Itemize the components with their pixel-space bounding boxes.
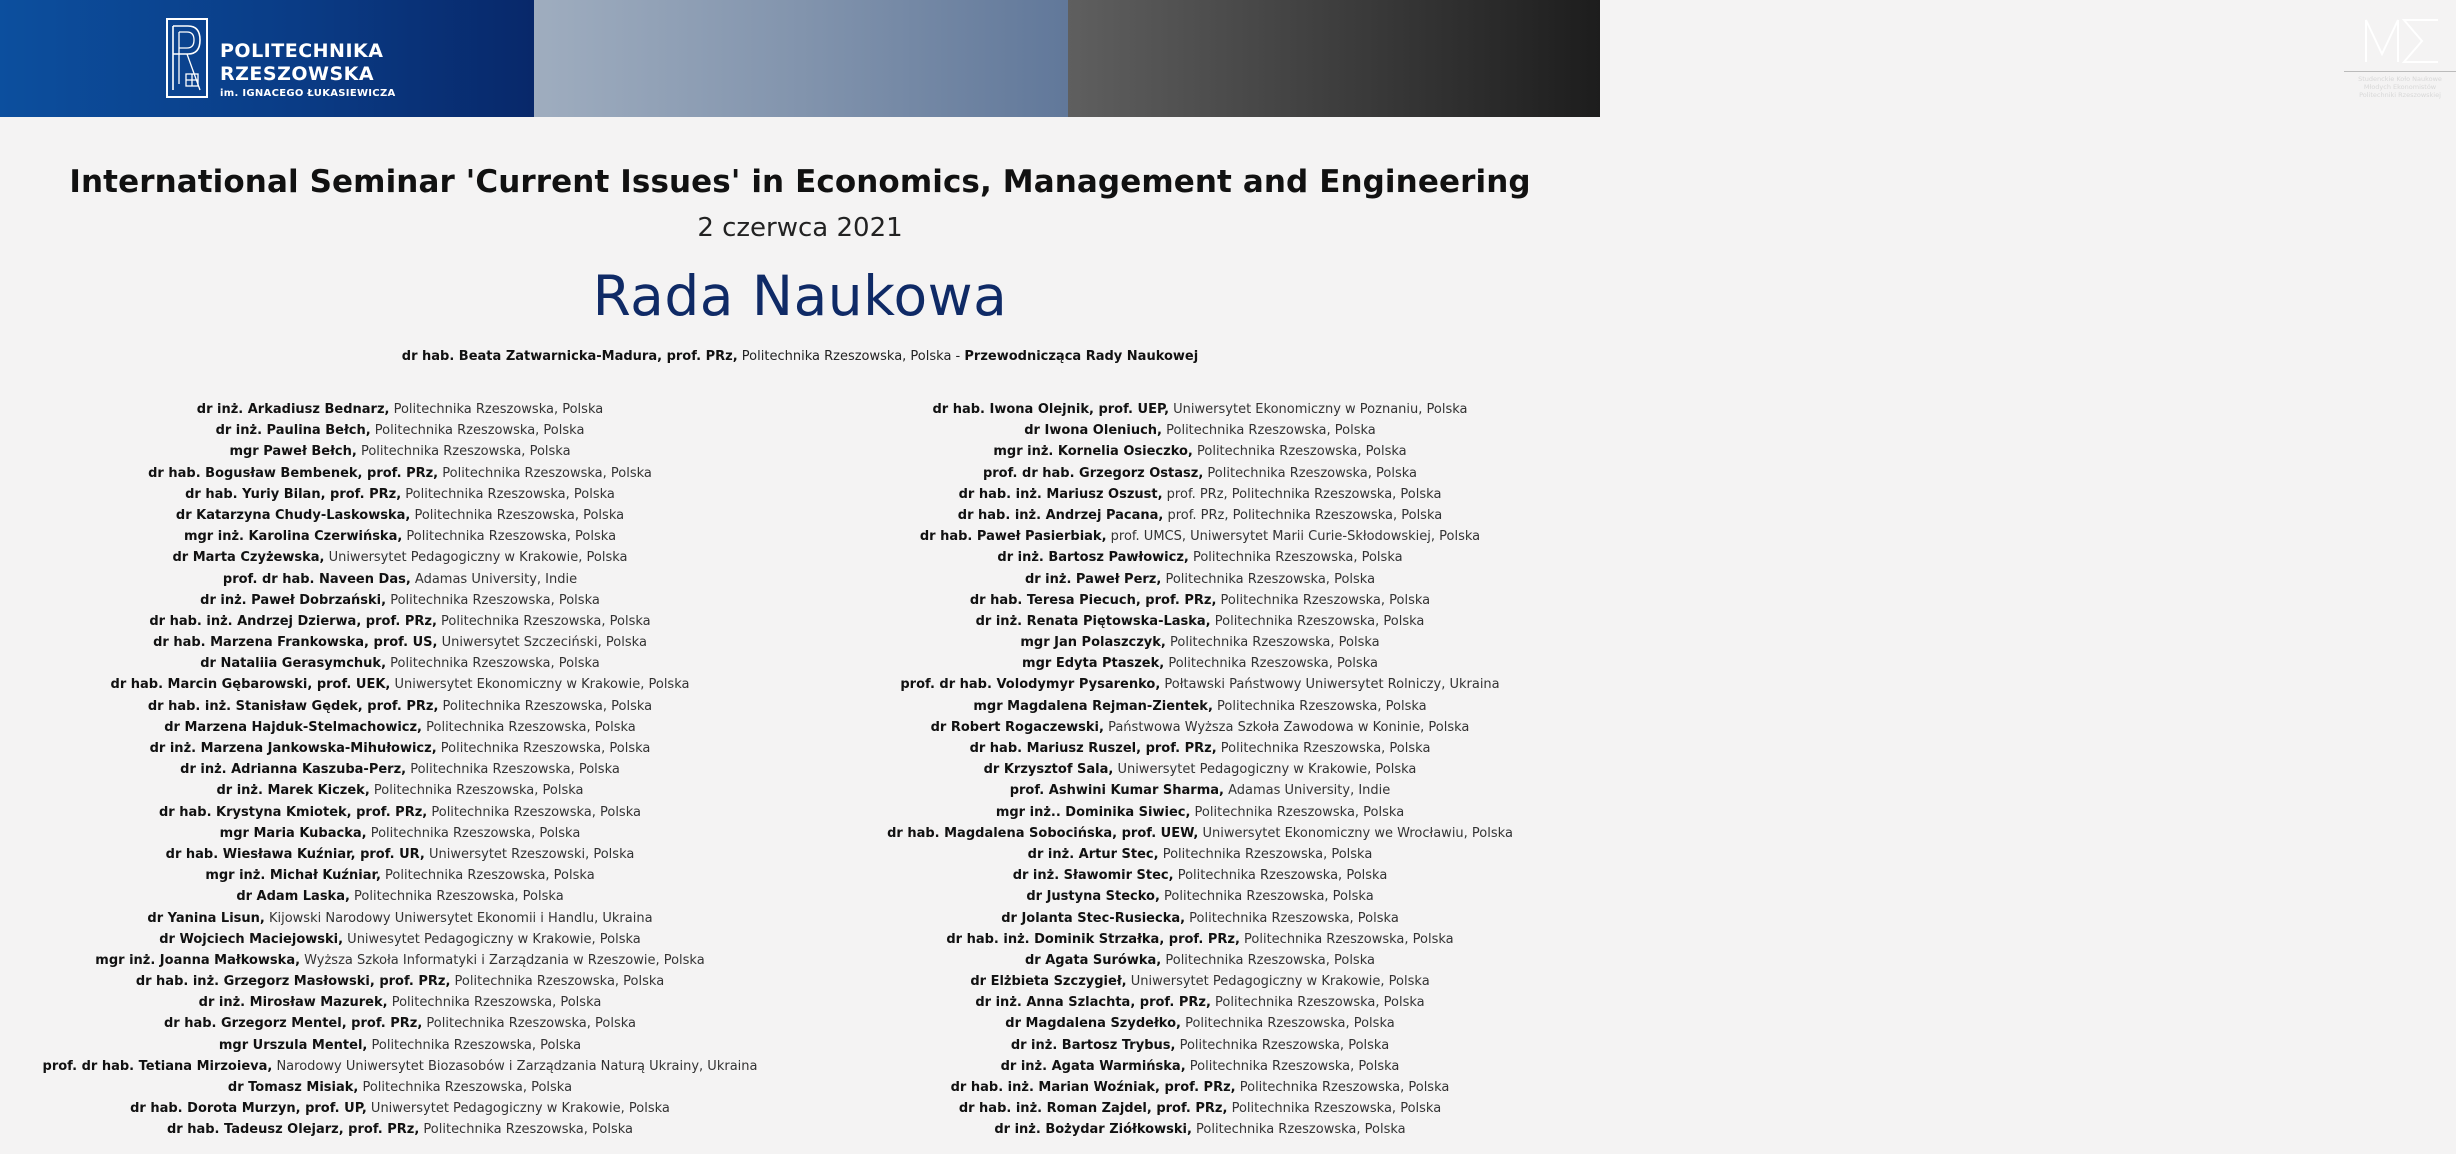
member-name: dr inż. Bożydar Ziółkowski, [994,1122,1192,1138]
member-affiliation: Politechnika Rzeszowska, Polska [1235,1080,1450,1095]
member-name: dr inż. Marzena Jankowska-Mihułowicz, [149,741,437,756]
member-name: dr Tomasz Misiak, [227,1080,359,1095]
member-entry [810,738,1590,759]
member-name: dr hab. inż. Stanisław Gędek, prof. PRz, [147,698,439,714]
member-entry [810,569,1590,590]
member-name: mgr Paweł Bełch, [229,444,357,460]
member-name: mgr inż. Karolina Czerwińska, [183,529,403,545]
member-entry [810,1077,1590,1098]
politechnika-wordmark [220,40,396,102]
member-affiliation: Politechnika Rzeszowska, Polska [1210,995,1425,1011]
member-entry [10,547,790,568]
member-affiliation: Politechnika Rzeszowska, Polska [1227,1101,1442,1117]
member-affiliation: Politechnika Rzeszowska, Polska [366,825,581,841]
member-entry [810,420,1590,441]
member-name: mgr inż.. Dominika Siwiec, [995,804,1191,820]
member-name: prof. dr hab. Volodymyr Pysarenko, [900,677,1161,693]
member-affiliation: Politechnika Rzeszowska, Polska [380,868,595,884]
member-entry [810,1098,1590,1119]
member-affiliation: Politechnika Rzeszowska, Polska [438,698,653,714]
member-entry [810,505,1590,526]
member-affiliation: Politechnika Rzeszowska, Polska [436,613,651,629]
member-affiliation: Politechnika Rzeszowska, Polska [410,507,625,523]
chair-affiliation: Politechnika Rzeszowska, Polska - [737,349,965,364]
member-affiliation: Uniwersytet Ekonomiczny we Wrocławiu, Polska [1198,825,1513,841]
member-affiliation: Politechnika Rzeszowska, Polska [1190,804,1405,820]
member-affiliation: Politechnika Rzeszowska, Polska [1239,931,1454,947]
member-entry [10,441,790,462]
chair-line [0,349,1600,364]
member-name: dr Yanina Lisun, [147,910,265,926]
member-affiliation: prof. PRz, Politechnika Rzeszowska, Polska [1162,486,1442,502]
member-name: mgr inż. Michał Kuźniar, [205,868,381,884]
member-name: dr hab. Dorota Murzyn, prof. UP, [130,1101,367,1117]
member-affiliation: Politechnika Rzeszowska, Polska [401,486,615,502]
member-entry [10,1077,790,1098]
member-affiliation: Politechnika Rzeszowska, Polska [386,656,600,672]
member-entry [10,653,790,674]
member-entry [10,696,790,717]
member-affiliation: Politechnika Rzeszowska, Polska [436,741,651,756]
member-entry [10,1035,790,1056]
member-name: dr inż. Agata Warmińska, [1000,1058,1186,1074]
member-affiliation: Wyższa Szkoła Informatyki i Zarządzania w Rzeszowie, Polska [300,952,705,968]
member-affiliation: Uniwersytet Rzeszowski, Polska [424,846,635,862]
member-name: dr inż. Adrianna Kaszuba-Perz, [180,762,407,778]
member-affiliation: Politechnika Rzeszowska, Polska [427,804,641,820]
member-entry [10,780,790,801]
member-name: dr Marzena Hajduk-Stelmachowicz, [164,719,422,735]
member-entry [10,759,790,780]
member-affiliation: Politechnika Rzeszowska, Polska [1159,889,1374,905]
member-name: dr hab. Marzena Frankowska, prof. US, [153,635,438,651]
member-entry [10,823,790,844]
member-name: dr hab. Grzegorz Mentel, prof. PRz, [163,1016,423,1032]
member-name: dr Nataliia Gerasymchuk, [200,656,387,672]
member-name: dr hab. Marcin Gębarowski, prof. UEK, [110,677,391,693]
member-affiliation: Państwowa Wyższa Szkoła Zawodowa w Koninie, Polska [1103,719,1470,735]
member-entry [810,547,1590,568]
member-name: dr Marta Czyżewska, [172,550,325,566]
member-entry [10,505,790,526]
member-affiliation: Politechnika Rzeszowska, Polska [1158,846,1373,862]
member-entry [810,823,1590,844]
member-name: mgr Jan Polaszczyk, [1020,635,1166,651]
me-divider [2344,71,2456,72]
member-name: dr inż. Paweł Dobrzański, [200,592,387,608]
member-entry [10,526,790,547]
politechnika-line3: im. IGNACEGO ŁUKASIEWICZA [220,88,396,99]
member-affiliation: Politechnika Rzeszowska, Polska [1165,635,1380,651]
member-name: mgr Magdalena Rejman-Zientek, [973,698,1213,714]
member-entry [10,717,790,738]
member-entry [10,463,790,484]
member-name: dr Elżbieta Szczygieł, [970,974,1127,990]
member-affiliation: Politechnika Rzeszowska, Polska [1180,1016,1395,1032]
member-entry [10,1119,790,1140]
member-entry [810,1013,1590,1034]
member-name: dr inż. Marek Kiczek, [216,783,370,799]
member-affiliation: Politechnika Rzeszowska, Polska [1216,592,1431,608]
member-name: dr Jolanta Stec-Rusiecka, [1001,910,1186,926]
member-affiliation: Uniwesytet Pedagogiczny w Krakowie, Polska [343,931,641,947]
member-affiliation: Uniwersytet Pedagogiczny w Krakowie, Polska [324,550,628,566]
member-affiliation: Politechnika Rzeszowska, Polska [422,719,636,735]
member-entry [10,886,790,907]
member-name: mgr Maria Kubacka, [219,825,367,841]
politechnika-line2: RZESZOWSKA [220,63,375,85]
member-affiliation: Połtawski Państwowy Uniwersytet Rolniczy, Ukraina [1160,677,1500,693]
member-affiliation: Politechnika Rzeszowska, Polska [1216,741,1431,756]
member-entry [810,971,1590,992]
member-name: dr Adam Laska, [236,889,350,905]
member-affiliation: Politechnika Rzeszowska, Polska [1188,550,1403,566]
member-entry [10,1013,790,1034]
chair-role: Przewodnicząca Rady Naukowej [964,349,1199,364]
member-affiliation: Politechnika Rzeszowska, Polska [1212,698,1427,714]
member-name: dr inż. Paulina Bełch, [215,423,371,439]
member-entry [810,1056,1590,1077]
me-wordmark [2344,75,2456,99]
member-affiliation: Politechnika Rzeszowska, Polska [358,1080,573,1095]
member-affiliation: Politechnika Rzeszowska, Polska [1203,465,1418,481]
member-name: dr Magdalena Szydełko, [1005,1016,1181,1032]
member-entry [810,653,1590,674]
member-affiliation: Politechnika Rzeszowska, Polska [389,402,604,417]
member-name: dr hab. Magdalena Sobocińska, prof. UEW, [887,825,1199,841]
member-affiliation: Politechnika Rzeszowska, Polska [349,889,564,905]
member-affiliation: Uniwersytet Pedagogiczny w Krakowie, Polska [366,1101,670,1117]
member-name: dr Wojciech Maciejowski, [159,931,344,947]
member-entry [810,632,1590,653]
member-name: dr hab. Mariusz Ruszel, prof. PRz, [969,741,1217,756]
member-name: dr hab. Iwona Olejnik, prof. UEP, [932,402,1170,417]
member-entry [10,950,790,971]
member-name: mgr Edyta Ptaszek, [1022,656,1165,672]
member-affiliation: Politechnika Rzeszowska, Polska [1161,571,1376,587]
member-name: dr Agata Surówka, [1025,952,1162,968]
members-right-column [810,399,1590,1141]
members-left-column [10,399,790,1141]
member-name: prof. Ashwini Kumar Sharma, [1009,783,1224,799]
member-entry [810,950,1590,971]
member-name: dr hab. Teresa Piecuch, prof. PRz, [969,592,1217,608]
member-affiliation: Politechnika Rzeszowska, Polska [387,995,602,1011]
member-affiliation: Politechnika Rzeszowska, Polska [386,592,600,608]
member-name: mgr Urszula Mentel, [218,1037,368,1053]
member-affiliation: Narodowy Uniwersytet Biozasobów i Zarządzania Naturą Ukrainy, Ukraina [272,1058,758,1074]
member-affiliation: Uniwersytet Pedagogiczny w Krakowie, Polska [1126,974,1430,990]
member-affiliation: Politechnika Rzeszowska, Polska [422,1016,637,1032]
member-entry [10,865,790,886]
member-affiliation: Politechnika Rzeszowska, Polska [438,465,652,481]
member-entry [810,802,1590,823]
member-affiliation: Politechnika Rzeszowska, Polska [356,444,571,460]
member-name: dr hab. Paweł Pasierbiak, [919,529,1107,545]
member-name: dr hab. inż. Marian Woźniak, prof. PRz, [950,1080,1236,1095]
member-name: dr hab. inż. Mariusz Oszust, [958,486,1163,502]
member-entry [810,992,1590,1013]
member-affiliation: Politechnika Rzeszowska, Polska [1161,952,1375,968]
member-entry [810,780,1590,801]
member-name: prof. dr hab. Naveen Das, [222,571,411,587]
member-name: dr inż. Arkadiusz Bednarz, [196,402,390,417]
member-affiliation: Politechnika Rzeszowska, Polska [1164,656,1378,672]
member-name: dr hab. Tadeusz Olejarz, prof. PRz, [166,1122,420,1138]
member-name: dr inż. Bartosz Trybus, [1010,1037,1176,1053]
member-affiliation: Adamas University, Indie [1223,783,1391,799]
member-entry [10,971,790,992]
member-entry [10,844,790,865]
member-name: mgr inż. Joanna Małkowska, [95,952,301,968]
member-name: dr inż. Anna Szlachta, prof. PRz, [975,995,1211,1011]
member-affiliation: Politechnika Rzeszowska, Polska [1210,613,1425,629]
member-name: prof. dr hab. Grzegorz Ostasz, [982,465,1204,481]
member-name: dr inż. Mirosław Mazurek, [198,995,388,1011]
member-affiliation: Uniwersytet Szczeciński, Polska [437,635,647,651]
member-affiliation: prof. UMCS, Uniwersytet Marii Curie-Skłodowskiej, Polska [1106,529,1481,545]
member-entry [10,674,790,695]
member-entry [810,463,1590,484]
member-entry [10,590,790,611]
member-affiliation: Uniwersytet Pedagogiczny w Krakowie, Polska [1113,762,1417,778]
member-entry [10,992,790,1013]
member-affiliation: Politechnika Rzeszowska, Polska [1175,1037,1390,1053]
politechnika-logo-icon [166,18,208,98]
member-entry [10,1056,790,1077]
member-entry [810,886,1590,907]
member-name: dr inż. Paweł Perz, [1024,571,1162,587]
member-affiliation: prof. PRz, Politechnika Rzeszowska, Polska [1163,507,1443,523]
member-entry [810,526,1590,547]
member-name: dr hab. Bogusław Bembenek, prof. PRz, [148,465,439,481]
member-affiliation: Politechnika Rzeszowska, Polska [1162,423,1376,439]
me-line3: Politechniki Rzeszowskiej [2359,91,2441,99]
member-name: dr Katarzyna Chudy-Laskowska, [175,507,411,523]
member-name: dr hab. inż. Grzegorz Masłowski, prof. PRz, [135,974,451,990]
member-entry [810,441,1590,462]
member-entry [810,590,1590,611]
seminar-date: 2 czerwca 2021 [697,213,903,243]
member-name: dr hab. inż. Dominik Strzałka, prof. PRz, [946,931,1240,947]
member-entry [810,929,1590,950]
member-entry [10,484,790,505]
member-affiliation: Politechnika Rzeszowska, Polska [1185,1058,1400,1074]
member-entry [810,484,1590,505]
member-affiliation: Politechnika Rzeszowska, Polska [367,1037,582,1053]
member-name: dr inż. Renata Piętowska-Laska, [975,613,1211,629]
member-entry [810,717,1590,738]
member-affiliation: Politechnika Rzeszowska, Polska [369,783,584,799]
member-entry [810,844,1590,865]
member-entry [810,399,1590,420]
member-affiliation: Kijowski Narodowy Uniwersytet Ekonomii i Handlu, Ukraina [264,910,653,926]
member-entry [10,929,790,950]
member-affiliation: Politechnika Rzeszowska, Polska [402,529,617,545]
member-affiliation: Uniwersytet Ekonomiczny w Krakowie, Polska [390,677,690,693]
member-entry [10,738,790,759]
member-name: dr hab. Krystyna Kmiotek, prof. PRz, [159,804,428,820]
member-entry [810,865,1590,886]
me-line2: Młodych Ekonomistów [2363,83,2437,91]
member-name: dr Krzysztof Sala, [983,762,1114,778]
member-entry [810,674,1590,695]
member-name: dr hab. Wiesława Kuźniar, prof. UR, [165,846,425,862]
me-line1: Studenckie Koło Naukowe [2358,75,2442,83]
member-entry [810,759,1590,780]
member-entry [10,399,790,420]
member-entry [810,1035,1590,1056]
page-heading: Rada Naukowa [592,264,1008,328]
member-affiliation: Politechnika Rzeszowska, Polska [1191,1122,1406,1138]
member-name: dr hab. inż. Roman Zajdel, prof. PRz, [958,1101,1228,1117]
member-name: prof. dr hab. Tetiana Mirzoieva, [42,1058,273,1074]
member-name: dr Justyna Stecko, [1026,889,1160,905]
member-affiliation: Politechnika Rzeszowska, Polska [406,762,620,778]
member-entry [810,696,1590,717]
member-name: dr inż. Sławomir Stec, [1012,868,1174,884]
member-entry [10,420,790,441]
member-entry [10,908,790,929]
header-banner [0,0,2442,117]
politechnika-panel [0,0,534,117]
member-name: dr inż. Bartosz Pawłowicz, [997,550,1189,566]
kolo-naukowe-panel [1068,0,2442,117]
member-entry [810,908,1590,929]
politechnika-line1: POLITECHNIKA [220,40,384,62]
member-name: dr Iwona Oleniuch, [1024,423,1162,439]
member-name: dr hab. inż. Andrzej Dzierwa, prof. PRz, [149,613,437,629]
member-affiliation: Politechnika Rzeszowska, Polska [1192,444,1407,460]
member-name: dr Robert Rogaczewski, [930,719,1104,735]
seminar-title: International Seminar 'Current Issues' in Economics, Management and Engineering [69,164,1531,200]
me-monogram-icon [2362,14,2440,66]
member-entry [10,569,790,590]
member-entry [10,611,790,632]
member-entry [10,802,790,823]
member-affiliation: Adamas University, Indie [410,571,578,587]
member-entry [810,611,1590,632]
member-name: dr inż. Artur Stec, [1027,846,1159,862]
member-affiliation: Politechnika Rzeszowska, Polska [1173,868,1388,884]
chair-name: dr hab. Beata Zatwarnicka-Madura, prof. PRz, [401,349,738,364]
member-affiliation: Politechnika Rzeszowska, Polska [370,423,585,439]
member-name: mgr inż. Kornelia Osieczko, [993,444,1193,460]
member-entry [10,632,790,653]
member-affiliation: Politechnika Rzeszowska, Polska [419,1122,634,1138]
member-name: dr hab. Yuriy Bilan, prof. PRz, [185,486,402,502]
wydzial-panel [534,0,1068,117]
member-entry [810,1119,1590,1140]
member-affiliation: Politechnika Rzeszowska, Polska [1185,910,1399,926]
member-affiliation: Politechnika Rzeszowska, Polska [450,974,665,990]
member-entry [10,1098,790,1119]
member-affiliation: Uniwersytet Ekonomiczny w Poznaniu, Polska [1169,402,1468,417]
member-name: dr hab. inż. Andrzej Pacana, [957,507,1164,523]
